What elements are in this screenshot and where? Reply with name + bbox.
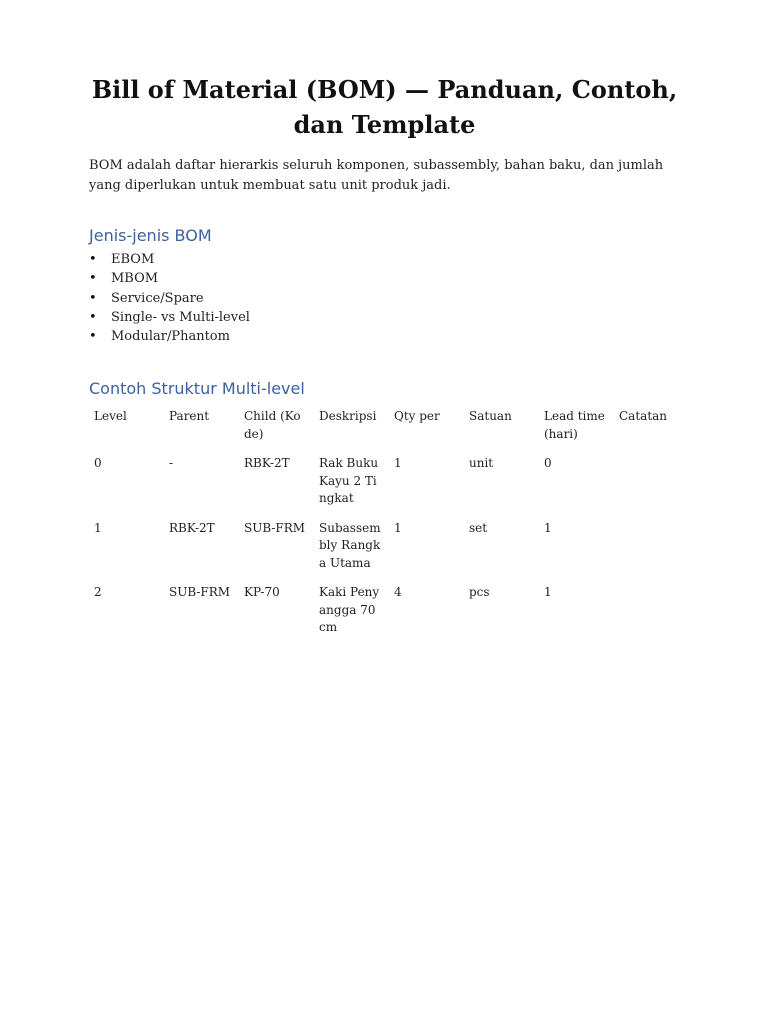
cell-notes (613, 584, 688, 649)
column-header-notes: Catatan (619, 409, 668, 424)
column-header-level: Level (94, 409, 127, 424)
bullet-icon: • (89, 271, 97, 287)
bom-structure-table (88, 404, 688, 649)
column-header-child: Child (Kode) (244, 409, 301, 441)
intro-paragraph: BOM adalah daftar hierarkis seluruh komponen, subassembly, bahan baku, dan jumlah yang diperlukan untuk membuat satu unit produk jadi. (89, 158, 664, 193)
table-header-row (88, 404, 688, 455)
cell-parent: RBK-2T (169, 520, 215, 535)
list-item (89, 250, 680, 269)
bullet-icon: • (89, 290, 97, 306)
list-item-label: MBOM (111, 271, 159, 287)
cell-lead-time: 1 (544, 520, 552, 535)
list-item (89, 269, 680, 288)
cell-child: RBK-2T (244, 456, 290, 471)
bullet-icon: • (89, 309, 97, 325)
column-header-qty: Qty per (394, 409, 440, 424)
cell-notes (613, 455, 688, 520)
cell-child: KP-70 (244, 585, 280, 600)
cell-notes (613, 520, 688, 585)
column-header-unit: Satuan (469, 409, 512, 424)
table-row (88, 455, 688, 520)
cell-level: 1 (94, 520, 102, 535)
cell-qty: 1 (394, 456, 402, 471)
list-item-label: Service/Spare (111, 290, 204, 306)
bullet-icon: • (89, 329, 97, 345)
table-row (88, 584, 688, 649)
cell-description: Subassembly Rangka Utama (319, 520, 381, 570)
cell-description: Rak Buku Kayu 2 Tingkat (319, 456, 379, 506)
table-row (88, 520, 688, 585)
list-item-label: Modular/Phantom (111, 329, 230, 345)
cell-unit: set (469, 520, 488, 535)
cell-qty: 4 (394, 585, 402, 600)
column-header-parent: Parent (169, 409, 210, 424)
cell-lead-time: 1 (544, 585, 552, 600)
column-header-description: Deskripsi (319, 409, 377, 424)
types-heading: Jenis-jenis BOM (89, 226, 212, 245)
bullet-icon: • (89, 252, 97, 267)
cell-parent: - (169, 456, 174, 471)
cell-level: 0 (94, 456, 102, 471)
bom-types-list (89, 250, 680, 346)
list-item (89, 327, 680, 346)
column-header-lead-time: Lead time (hari) (544, 409, 605, 441)
cell-parent: SUB-FRM (169, 585, 231, 600)
list-item (89, 308, 680, 327)
cell-child: SUB-FRM (244, 520, 306, 535)
list-item (89, 289, 680, 308)
cell-lead-time: 0 (544, 456, 552, 471)
cell-qty: 1 (394, 520, 402, 535)
structure-heading: Contoh Struktur Multi-level (89, 379, 305, 399)
cell-level: 2 (94, 585, 102, 600)
cell-description: Kaki Penyangga 70 cm (319, 585, 380, 635)
list-item-label: EBOM (111, 252, 155, 267)
list-item-label: Single- vs Multi-level (111, 309, 250, 325)
document-title: Bill of Material (BOM) — Panduan, Contoh, dan Template (91, 75, 678, 139)
cell-unit: pcs (469, 585, 490, 600)
cell-unit: unit (469, 456, 494, 471)
